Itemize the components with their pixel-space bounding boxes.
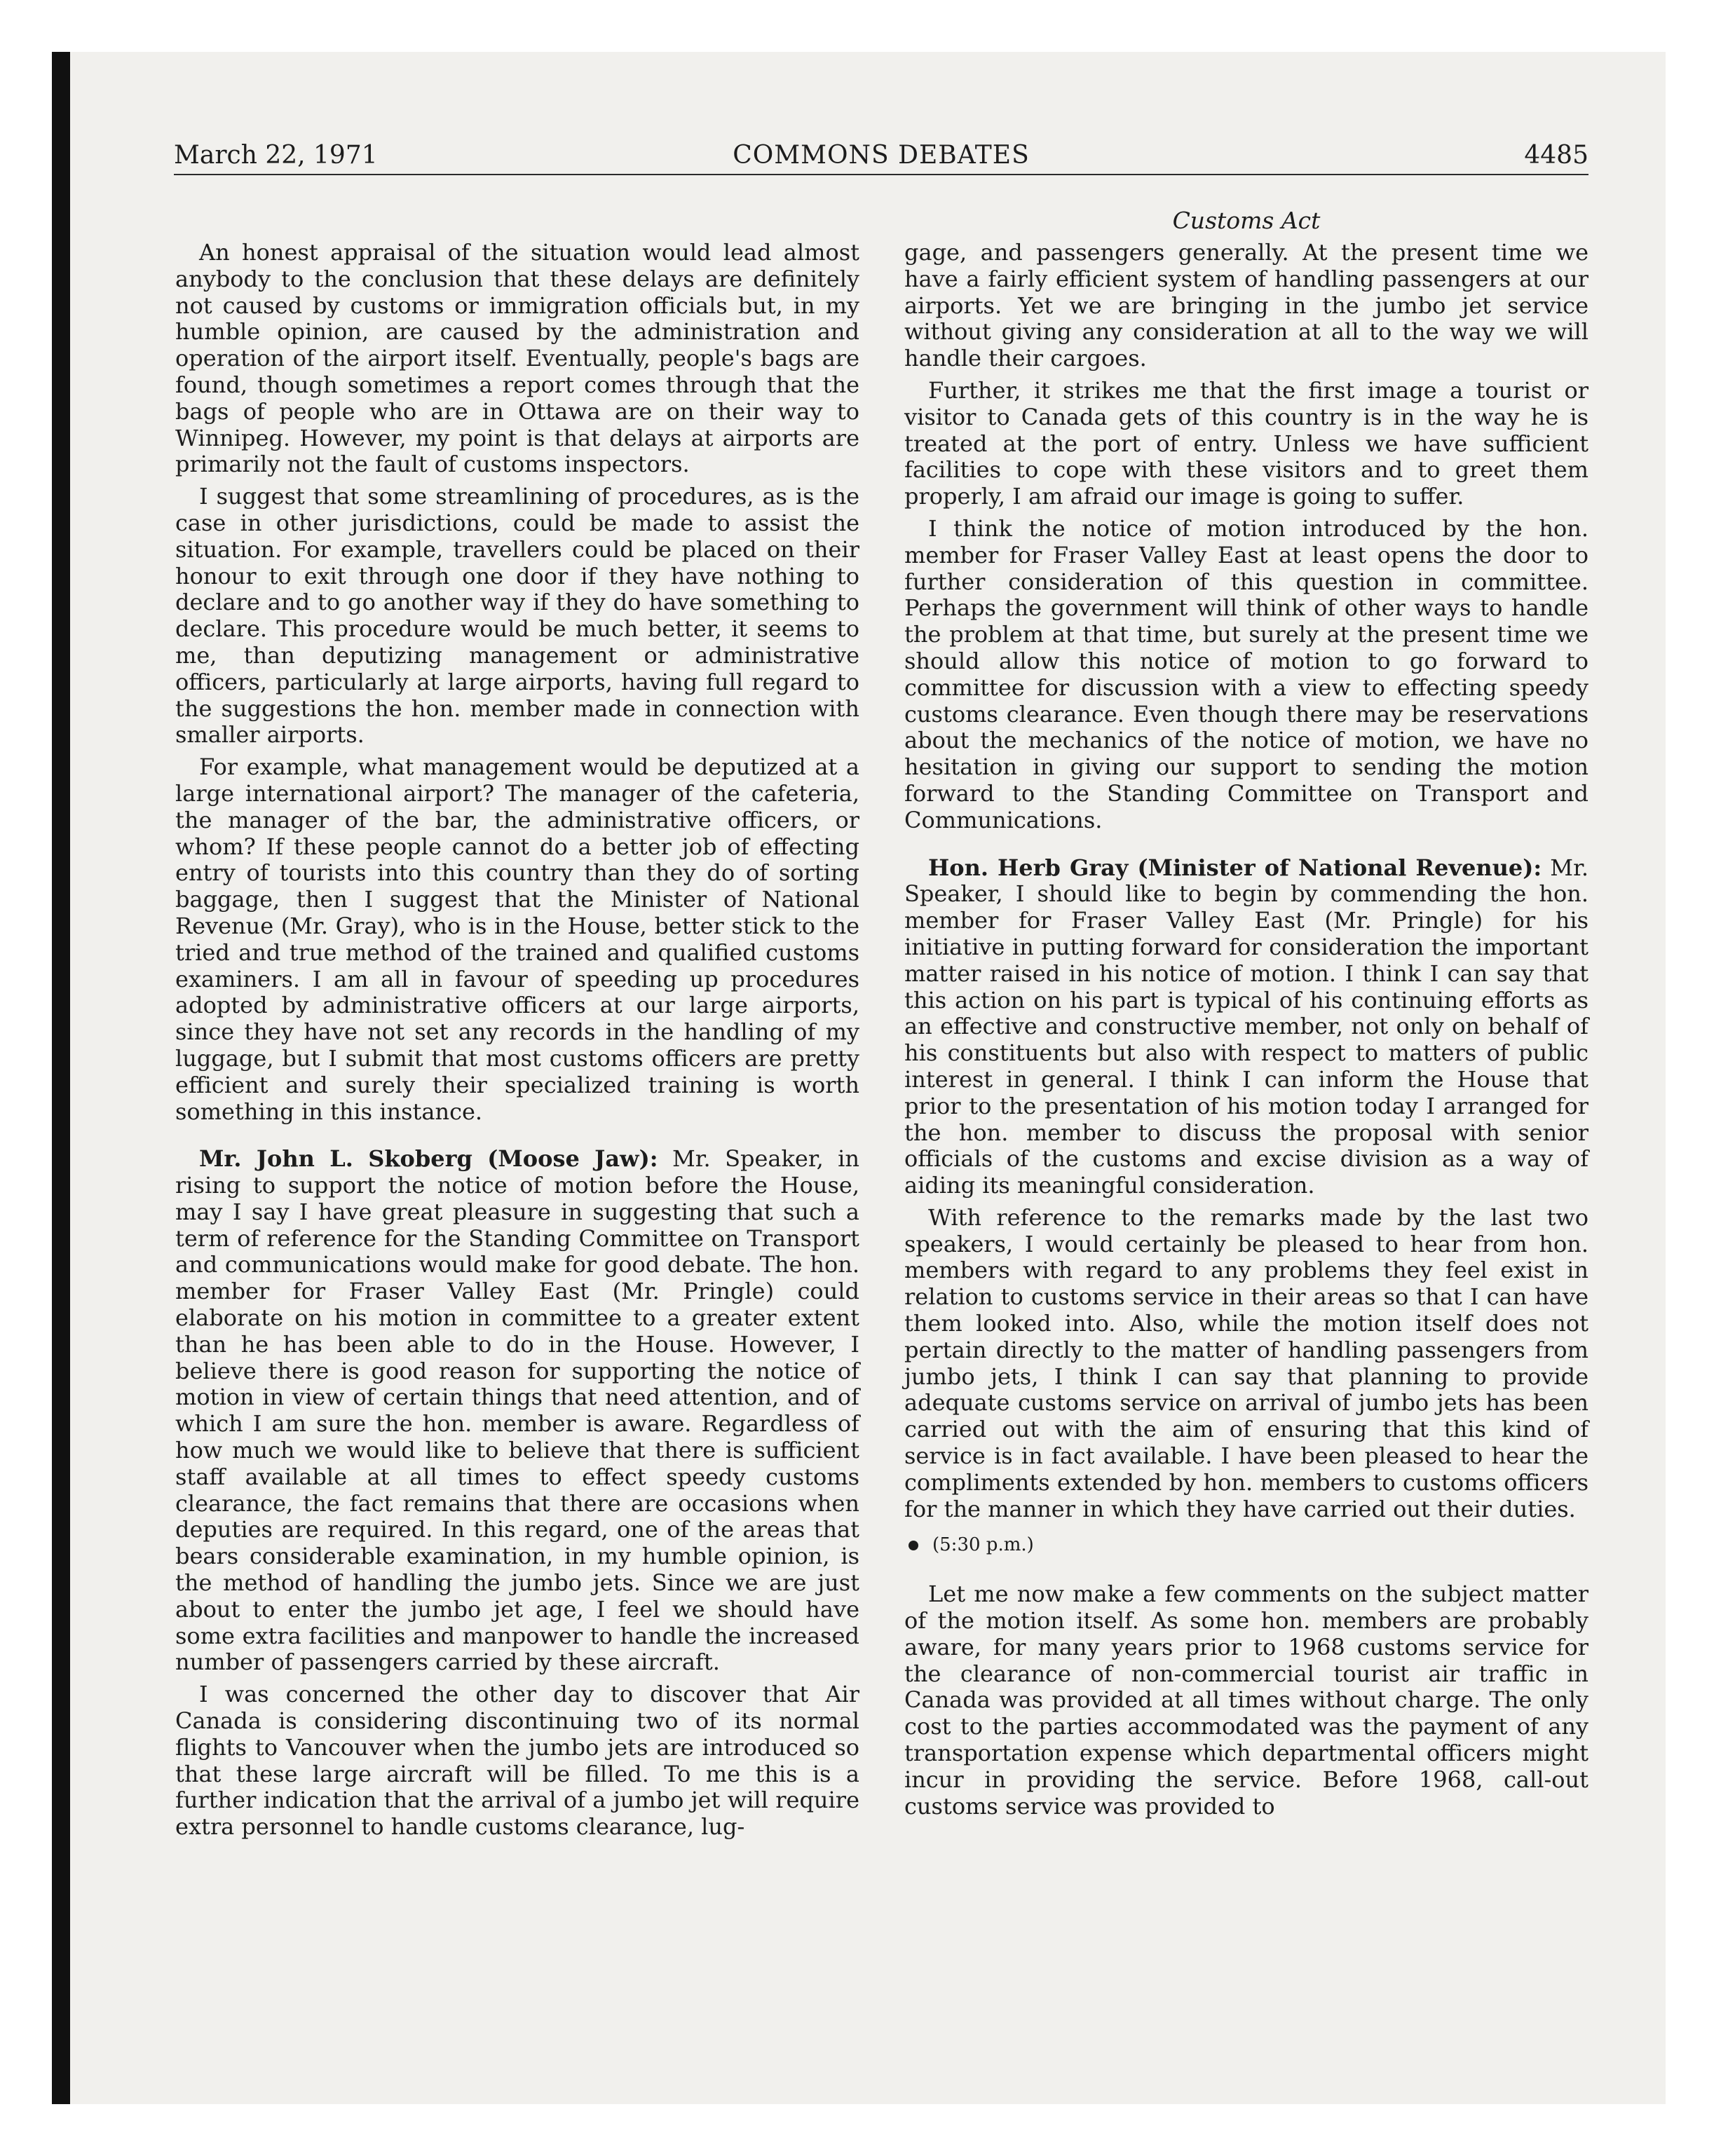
paragraph: I think the notice of motion introduced by the hon. member for Fraser Valley East at least opens the door to further consideration of this question in committee. Perhaps the government will think of other ways to handle the problem at that time, but surely at the present time we should allow this notice of motion to go forward to committee for discussion with a view to effecting speedy customs clearance. Even though there may be reservations about the mechanics of the notice of motion, we have no hesitation in giving our support to sending the motion forward to the Standing Committee on Transport and Communications.: [904, 514, 1588, 833]
paragraph: An honest appraisal of the situation would lead almost anybody to the conclusion that these delays are definitely not caused by customs or immigration officials but, in my humble opinion, are caused by the administration and operation of the airport itself. Eventually, people's bags are found, though sometimes a report comes through that the bags of people who are in Ottawa are on their way to Winnipeg. However, my point is that delays at airports are primarily not the fault of customs inspectors.: [175, 239, 859, 478]
header-rule: [174, 174, 1588, 175]
speech-text: Mr. Speaker, I should like to begin by commending the hon. member for Fraser Valley East (Mr. Pringle) for his initiative in putting forward for consideration the important matter raised in his notice of motion. I think I can say that this action on his part is typical of his continuing efforts as an effective and constructive member, not only on behalf of his constituents but also with respect to matters of public interest in general. I think I can inform the House that prior to the presentation of his motion today I arranged for the hon. member to discuss the proposal with senior officials of the customs and excise division as a way of aiding its meaningful consideration.: [904, 854, 1589, 1199]
header-date: March 22, 1971: [174, 141, 378, 170]
right-column: [904, 240, 1588, 1825]
speech-paragraph: [904, 855, 1588, 1199]
paragraph: For example, what management would be deputized at a large international airport? The manager of the cafeteria, the manager of the bar, the administrative officers, or whom? If these people cannot do a better job of effecting entry of tourists into this country than they do of sorting baggage, then I suggest that the Minister of National Revenue (Mr. Gray), who is in the House, better stick to the tried and true method of the trained and qualified customs examiners. I am all in favour of speeding up procedures adopted by administrative officers at our large airports, since they have not set any records in the handling of my luggage, but I submit that most customs officers are pretty efficient and surely their specialized training is worth something in this instance.: [175, 753, 859, 1125]
paragraph: I was concerned the other day to discover that Air Canada is considering discontinuing two of its normal flights to Vancouver when the jumbo jets are introduced so that these large aircraft will be filled. To me this is a further indication that the arrival of a jumbo jet will require extra personnel to handle customs clearance, lug-: [175, 1681, 859, 1841]
paragraph: With reference to the remarks made by the last two speakers, I would certainly be pleased to hear from hon. members with regard to any problems they feel exist in relation to customs service in their areas so that I can have them looked into. Also, while the motion itself does not pertain directly to the matter of handling passengers from jumbo jets, I think I can say that planning to provide adequate customs service on arrival of jumbo jets has been carried out with the aim of ensuring that this kind of service is in fact available. I have been pleased to hear the compliments extended by hon. members to customs officers for the manner in which they have carried out their duties.: [904, 1203, 1588, 1522]
speech-paragraph: [175, 1146, 859, 1676]
speaker-name: Mr. John L. Skoberg (Moose Jaw):: [199, 1145, 658, 1173]
speaker-name: Hon. Herb Gray (Minister of National Revenue):: [928, 854, 1542, 881]
paragraph: gage, and passengers generally. At the present time we have a fairly efficient system of handling passengers at our airports. Yet we are bringing in the jumbo jet service without giving any consideration at all to the way we will handle their cargoes.: [904, 239, 1588, 372]
scan-edge: [52, 52, 70, 2104]
speech-text: Mr. Speaker, in rising to support the notice of motion before the House, may I say I have great pleasure in suggesting that such a term of reference for the Standing Committee on Transport and communications would make for good debate. The hon. member for Fraser Valley East (Mr. Pringle) could elaborate on his motion in committee to a greater extent than he has been able to do in the House. However, I believe there is good reason for supporting the notice of motion in view of certain things that need attention, and of which I am sure the hon. member is aware. Regardless of how much we would like to believe that there is sufficient staff available at all times to effect speedy customs clearance, the fact remains that there are occasions when deputies are required. In this regard, one of the areas that bears considerable examination, in my humble opinion, is the method of handling the jumbo jets. Since we are just about to enter the jumbo jet age, I feel we should have some extra facilities and manpower to handle the increased number of passengers carried by these aircraft.: [175, 1145, 860, 1676]
paragraph: I suggest that some streamlining of procedures, as is the case in other jurisdictions, could be made to assist the situation. For example, travellers could be placed on their honour to exit through one door if they have nothing to declare and to go another way if they do have something to declare. This procedure would be much better, it seems to me, than deputizing management or administrative officers, particularly at large airports, having full regard to the suggestions the hon. member made in connection with smaller airports.: [175, 483, 859, 749]
page-number: 4485: [1524, 141, 1588, 170]
left-column: [175, 240, 859, 1846]
header-title: COMMONS DEBATES: [733, 141, 1030, 170]
paragraph: Further, it strikes me that the first image a tourist or visitor to Canada gets of this country is in the way he is treated at the port of entry. Unless we have sufficient facilities to cope with these visitors and to greet them properly, I am afraid our image is going to suffer.: [904, 376, 1588, 510]
bullet-icon: [909, 1541, 918, 1550]
section-title: Customs Act: [1172, 207, 1321, 234]
timestamp-text: (5:30 p.m.): [932, 1534, 1034, 1556]
paragraph: Let me now make a few comments on the subject matter of the motion itself. As some hon. members are probably aware, for many years prior to 1968 customs service for the clearance of non-commercial tourist air traffic in Canada was provided at all times without charge. The only cost to the parties accommodated was the payment of any transportation expense which departmental officers might incur in providing the service. Before 1968, call-out customs service was provided to: [904, 1581, 1588, 1820]
timestamp: [904, 1532, 1588, 1559]
